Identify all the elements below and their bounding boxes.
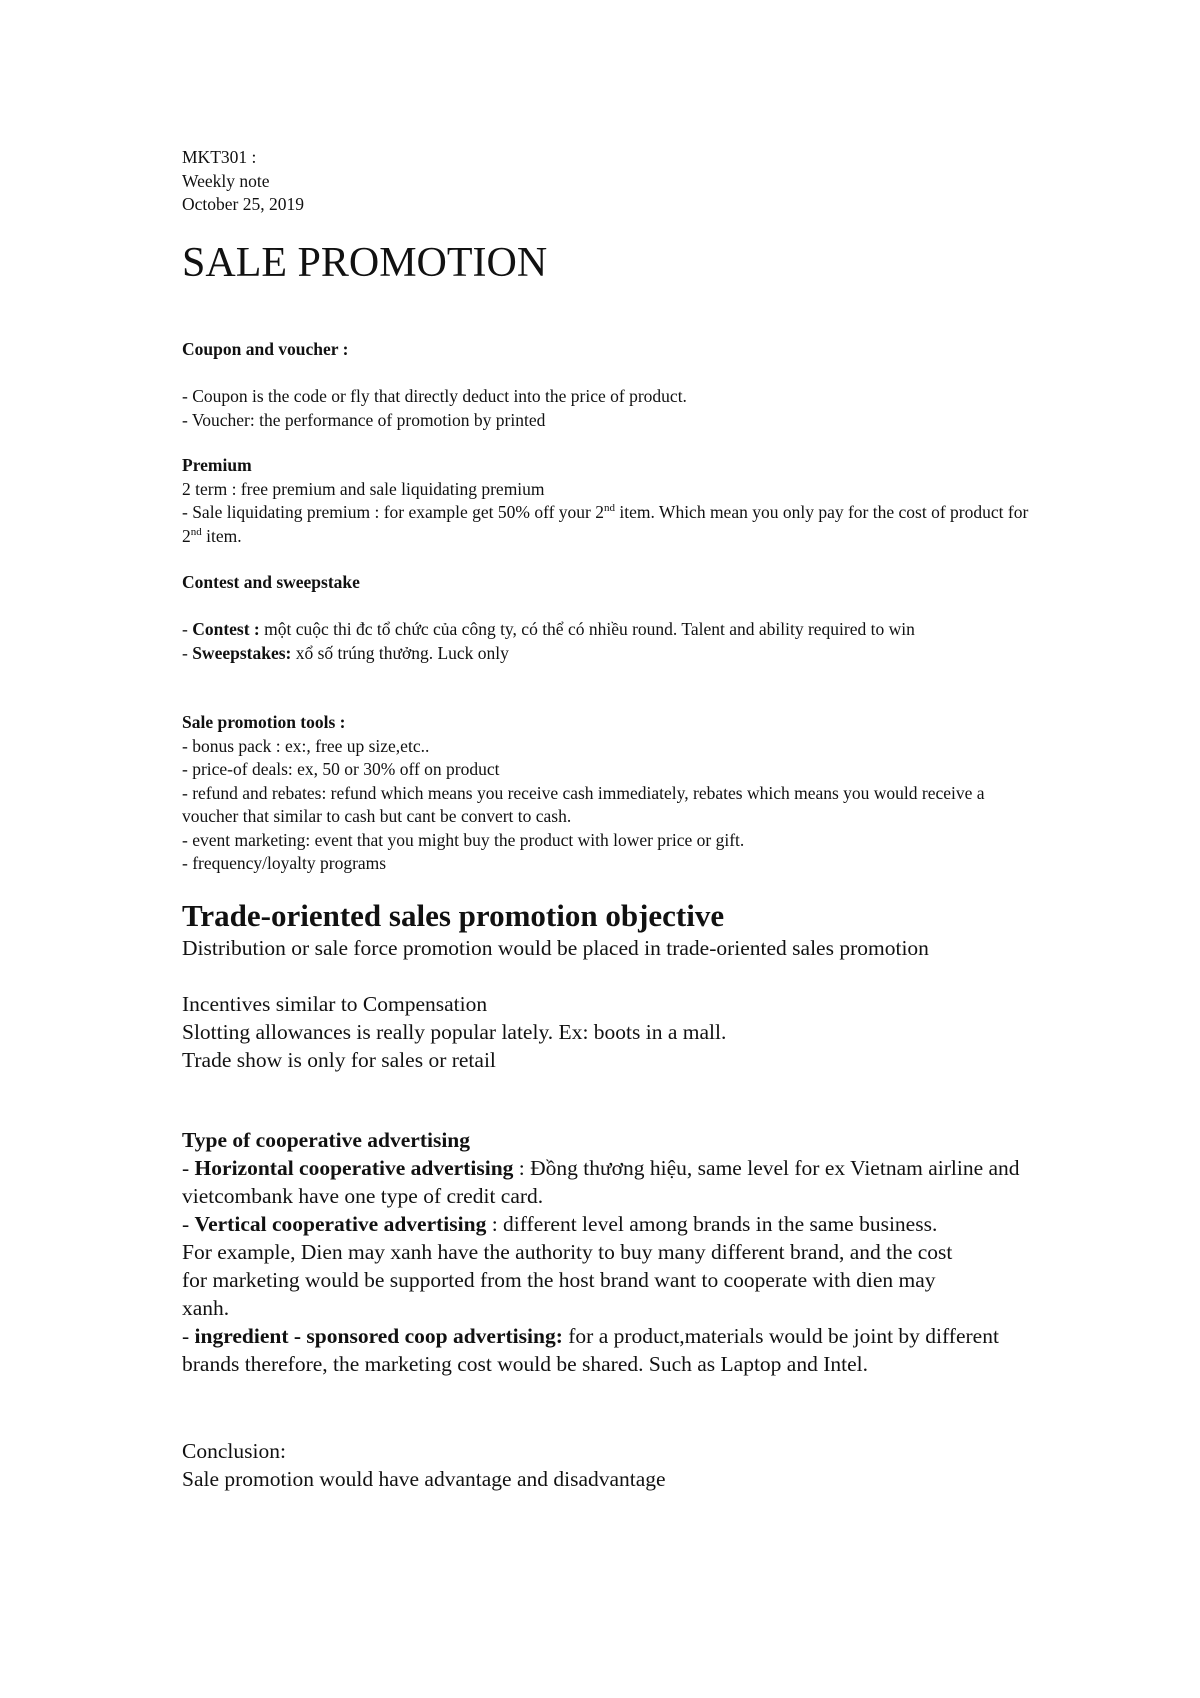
trade-line: Trade show is only for sales or retail (182, 1048, 496, 1072)
list-item: - bonus pack : ex:, free up size,etc.. (182, 735, 430, 756)
premium-terms: 2 term : free premium and sale liquidating premium (182, 478, 545, 499)
list-item: - price-of deals: ex, 50 or 30% off on product (182, 759, 500, 779)
conclusion-label: Conclusion: (182, 1439, 286, 1463)
coop-heading: Type of cooperative advertising (182, 1128, 471, 1152)
note-type: Weekly note (182, 170, 270, 191)
voucher-item: - Voucher: the performance of promotion by printed (182, 409, 546, 430)
list-item: - event marketing: event that you might buy the product with lower price or gift. (182, 829, 745, 850)
list-item: - refund and rebates: refund which means you receive cash immediately, rebates which means you would receive a voucher that similar to cash but cant be convert to cash. (182, 782, 985, 826)
section-conclusion (182, 1437, 1042, 1493)
note-date: October 25, 2019 (182, 194, 304, 214)
trade-heading: Trade-oriented sales promotion objective (182, 898, 725, 933)
trade-line: Slotting allowances is really popular lately. Ex: boots in a mall. (182, 1020, 727, 1044)
premium-heading: Premium (182, 455, 252, 475)
section-coupon (182, 338, 1042, 432)
section-coop (182, 1126, 1032, 1378)
coop-item-vertical: - Vertical cooperative advertising : different level among brands in the same business. For example, Dien may xanh have the authority to buy many different brand, and the cost for marketing would be supported from the host brand want to cooperate with dien may xanh. (182, 1212, 953, 1320)
sweepstakes-label: Sweepstakes: (192, 642, 292, 663)
contest-label: Contest : (192, 619, 260, 639)
list-item: - frequency/loyalty programs (182, 853, 387, 873)
section-tools (182, 711, 1027, 876)
course-code: MKT301 : (182, 147, 257, 167)
page-title: SALE PROMOTION (182, 240, 548, 286)
tools-heading: Sale promotion tools : (182, 712, 346, 732)
conclusion-text: Sale promotion would have advantage and disadvantage (182, 1467, 666, 1491)
coupon-item: - Coupon is the code or fly that directly deduct into the price of product. (182, 386, 687, 406)
section-premium (182, 454, 1032, 548)
trade-line: Incentives similar to Compensation (182, 992, 488, 1016)
coupon-heading: Coupon and voucher : (182, 339, 349, 359)
contest-heading: Contest and sweepstake (182, 572, 360, 592)
trade-intro: Distribution or sale force promotion would be placed in trade-oriented sales promotion (182, 936, 929, 960)
coop-item-ingredient: - ingredient - sponsored coop advertising: for a product,materials would be joint by different brands therefore, the marketing cost would be shared. Such as Laptop and Intel. (182, 1324, 999, 1376)
sweepstakes-item: - Sweepstakes: xổ số trúng thưởng. Luck only (182, 642, 509, 663)
section-trade (182, 898, 1002, 1074)
premium-example: - Sale liquidating premium : for example get 50% off your 2nd item. Which mean you only pay for the cost of product for 2nd item. (182, 502, 1029, 546)
contest-item: - Contest : một cuộc thi đc tổ chức của công ty, có thể có nhiều round. Talent and ability required to win (182, 619, 915, 639)
section-contest (182, 571, 1022, 665)
coop-item-horizontal: - Horizontal cooperative advertising : Đồng thương hiệu, same level for ex Vietnam airline and vietcombank have one type of credit card. (182, 1156, 1020, 1208)
document-header (182, 146, 1042, 217)
